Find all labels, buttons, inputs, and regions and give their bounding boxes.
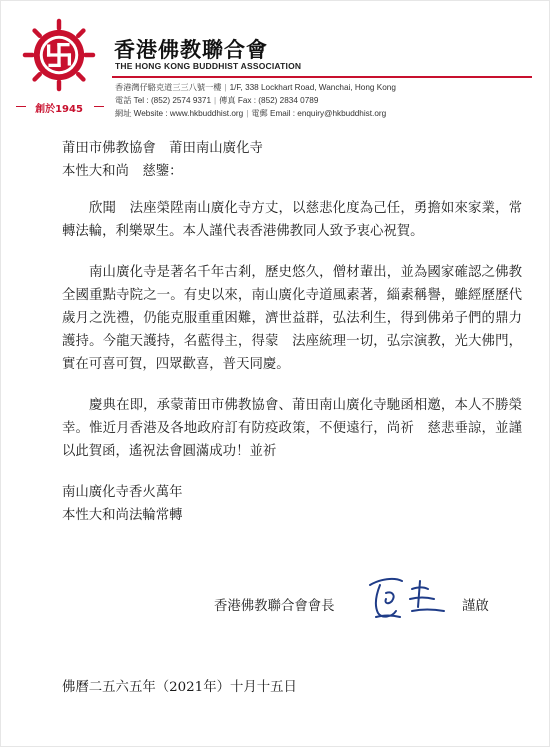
org-name-chinese: 香港佛教聯合會 bbox=[114, 38, 268, 62]
closing: 謹啟 bbox=[462, 599, 489, 614]
address-chinese: 香港灣仔駱克道三三八號一樓 bbox=[115, 83, 222, 92]
blessing-line-2: 本性大和尚法輪常轉 bbox=[62, 508, 183, 523]
paragraph-invitation: 慶典在即，承蒙莆田市佛教協會、莆田南山廣化寺馳函相邀，本人不勝榮幸。惟近月香港及各地政府訂有防疫政策，不便遠行，尚祈 慈悲垂諒，並謹以此賀函，遙祝法會圓滿成功！並祈 bbox=[62, 398, 522, 459]
address-english: 1/F, 338 Lockhart Road, Wanchai, Hong Kong bbox=[229, 83, 396, 92]
web-email-line bbox=[115, 108, 386, 119]
phone-fax-line bbox=[115, 95, 318, 106]
recipients bbox=[62, 137, 522, 183]
paragraph-temple-history: 南山廣化寺是著名千年古剎，歷史悠久，僧材輩出，並為國家確認之佛教全國重點寺院之一。有史以來，南山廣化寺道風素著，緇素稱譽，雖經歷歷代歲月之洗禮，仍能克服重重困難，濟世益群，弘法利生，得到佛弟子們的鼎力護持。今龍天護持，名藍得主，得蒙 法座統理一切，弘宗演教，光大佛門，實在可喜可賀，四眾歡喜，普天同慶。 bbox=[62, 265, 522, 372]
letter-date: 佛曆二五六五年（2021年）十月十五日 bbox=[62, 680, 297, 695]
separator: | bbox=[246, 109, 249, 118]
paragraph-congratulations: 欣聞 法座榮陞南山廣化寺方丈，以慈悲化度為己任，勇擔如來家業，常轉法輪，利樂眾生。本人謹代表香港佛教同人致予衷心祝賀。 bbox=[62, 201, 522, 239]
website-link[interactable]: 網址 Website : www.hkbuddhist.org bbox=[115, 109, 244, 118]
org-name-english: THE HONG KONG BUDDHIST ASSOCIATION bbox=[115, 61, 302, 71]
established-year: 創於1945 bbox=[35, 104, 83, 115]
telephone: 電話 Tel : (852) 2574 9371 bbox=[115, 96, 212, 105]
separator: | bbox=[224, 83, 227, 92]
established-rule-right bbox=[94, 106, 104, 107]
recipient-salutation: 本性大和尚 慈鑒： bbox=[62, 164, 183, 179]
header-rule bbox=[112, 76, 532, 78]
separator: | bbox=[214, 96, 217, 105]
blessing-line-1: 南山廣化寺香火萬年 bbox=[62, 485, 183, 500]
fax: 傳真 Fax : (852) 2834 0789 bbox=[219, 96, 319, 105]
sender-title: 香港佛教聯合會會長 bbox=[214, 599, 335, 614]
recipient-organizations: 莆田市佛教協會 莆田南山廣化寺 bbox=[62, 141, 263, 156]
signature-block bbox=[214, 591, 514, 631]
email-link[interactable]: 電郵 Email : enquiry@hkbuddhist.org bbox=[251, 109, 387, 118]
blessing bbox=[62, 481, 522, 527]
address-line bbox=[115, 82, 396, 93]
letterhead bbox=[0, 0, 550, 130]
buddhist-emblem-icon bbox=[22, 18, 96, 92]
letter-body bbox=[62, 137, 522, 527]
handwritten-signature bbox=[362, 571, 452, 623]
